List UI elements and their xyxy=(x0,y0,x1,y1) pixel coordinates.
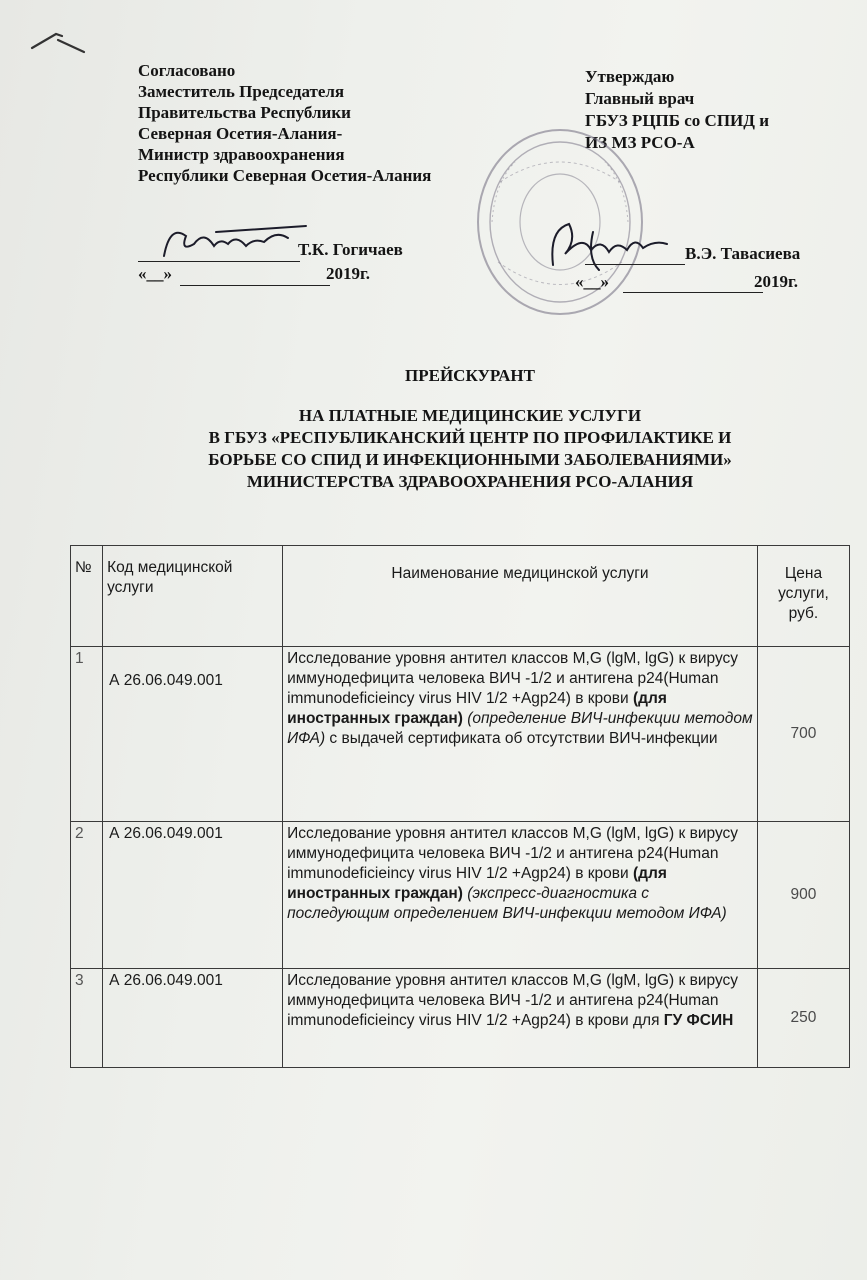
approval-right-line: Главный врач xyxy=(585,89,695,108)
header-code: Код медицинской услуги xyxy=(103,546,283,647)
approval-left-line: Согласовано xyxy=(138,61,236,80)
row-price: 900 xyxy=(757,822,849,969)
date-year: 2019г. xyxy=(326,264,371,283)
approval-left-line: Министр здравоохранения xyxy=(138,145,345,164)
signer-name-right: В.Э. Тавасиева xyxy=(685,244,801,263)
name-bold: (для иностранных граждан) xyxy=(287,865,667,902)
name-italic: (экспресс-диагностика с последующим определением ВИЧ-инфекции методом ИФА) xyxy=(287,885,727,922)
approval-right-line: ИЗ МЗ РСО-А xyxy=(585,133,695,152)
row-num: 3 xyxy=(71,969,103,1068)
row-num: 2 xyxy=(71,822,103,969)
row-name xyxy=(283,969,758,1068)
row-name xyxy=(283,647,758,822)
signature-rule xyxy=(138,261,300,262)
row-price: 700 xyxy=(757,647,849,822)
approval-left-line: Северная Осетия-Алания- xyxy=(138,124,343,143)
date-year: 2019г. xyxy=(754,272,799,291)
date-prefix: «__» xyxy=(138,264,172,283)
document-title-block xyxy=(90,365,850,493)
signer-name-left: Т.К. Гогичаев xyxy=(298,240,403,259)
date-rule xyxy=(623,292,763,293)
header-num: № xyxy=(71,546,103,647)
date-prefix: «__» xyxy=(575,272,609,291)
name-plain: Исследование уровня антител классов M,G (lgM, lgG) к вирусу иммунодефицита человека ВИЧ -1/2 и антигена p24(Human immunodeficieincy virus HIV 1/2 +Agp24) в крови xyxy=(287,825,739,882)
name-italic: (определение ВИЧ-инфекции методом ИФА) xyxy=(287,710,753,747)
table-row xyxy=(71,969,850,1068)
row-code: А 26.06.049.001 xyxy=(103,969,283,1068)
title-line: МИНИСТЕРСТВА ЗДРАВООХРАНЕНИЯ РСО-АЛАНИЯ xyxy=(246,472,694,491)
header-name: Наименование медицинской услуги xyxy=(283,546,758,647)
name-tail: с выдачей сертификата об отсутствии ВИЧ-инфекции xyxy=(325,730,718,747)
title-line: НА ПЛАТНЫЕ МЕДИЦИНСКИЕ УСЛУГИ xyxy=(298,406,642,425)
row-code xyxy=(103,647,283,822)
date-right xyxy=(575,272,798,292)
header-price: Цена услуги, руб. xyxy=(757,546,849,647)
approval-left-block xyxy=(138,60,498,186)
approval-left-line: Республики Северная Осетия-Алания xyxy=(138,166,432,185)
corner-pen-mark xyxy=(28,30,88,60)
name-plain: Исследование уровня антител классов M,G (lgM, lgG) к вирусу иммунодефицита человека ВИЧ -1/2 и антигена p24(Human immunodeficieincy virus HIV 1/2 +Agp24) в крови xyxy=(287,650,739,707)
row-price: 250 xyxy=(757,969,849,1068)
table-row xyxy=(71,647,850,822)
row-name xyxy=(283,822,758,969)
price-table xyxy=(70,545,850,1068)
date-left xyxy=(138,264,370,284)
table-row xyxy=(71,822,850,969)
name-plain: Исследование уровня антител классов M,G (lgM, lgG) к вирусу иммунодефицита человека ВИЧ -1/2 и антигена p24(Human immunodeficieincy virus HIV 1/2 +Agp24) в крови для xyxy=(287,972,739,1029)
title-line: В ГБУЗ «РЕСПУБЛИКАНСКИЙ ЦЕНТР ПО ПРОФИЛАКТИКЕ И xyxy=(208,428,732,447)
name-bold: (для иностранных граждан) xyxy=(287,690,667,727)
row-code: А 26.06.049.001 xyxy=(103,822,283,969)
name-bold: ГУ ФСИН xyxy=(663,1012,734,1029)
document-title: ПРЕЙСКУРАНТ xyxy=(405,366,535,385)
approval-right-line: ГБУЗ РЦПБ со СПИД и xyxy=(585,111,770,130)
table-header-row xyxy=(71,546,850,647)
row-code-text: А 26.06.049.001 xyxy=(109,672,223,689)
signature-rule xyxy=(585,264,685,265)
approval-right-line: Утверждаю xyxy=(585,67,675,86)
approval-left-line: Правительства Республики xyxy=(138,103,351,122)
handwritten-signature-right xyxy=(543,210,703,280)
row-num: 1 xyxy=(71,647,103,822)
title-line: БОРЬБЕ СО СПИД И ИНФЕКЦИОННЫМИ ЗАБОЛЕВАНИЯМИ» xyxy=(208,450,732,469)
date-rule xyxy=(180,285,330,286)
approval-left-line: Заместитель Председателя xyxy=(138,82,345,101)
